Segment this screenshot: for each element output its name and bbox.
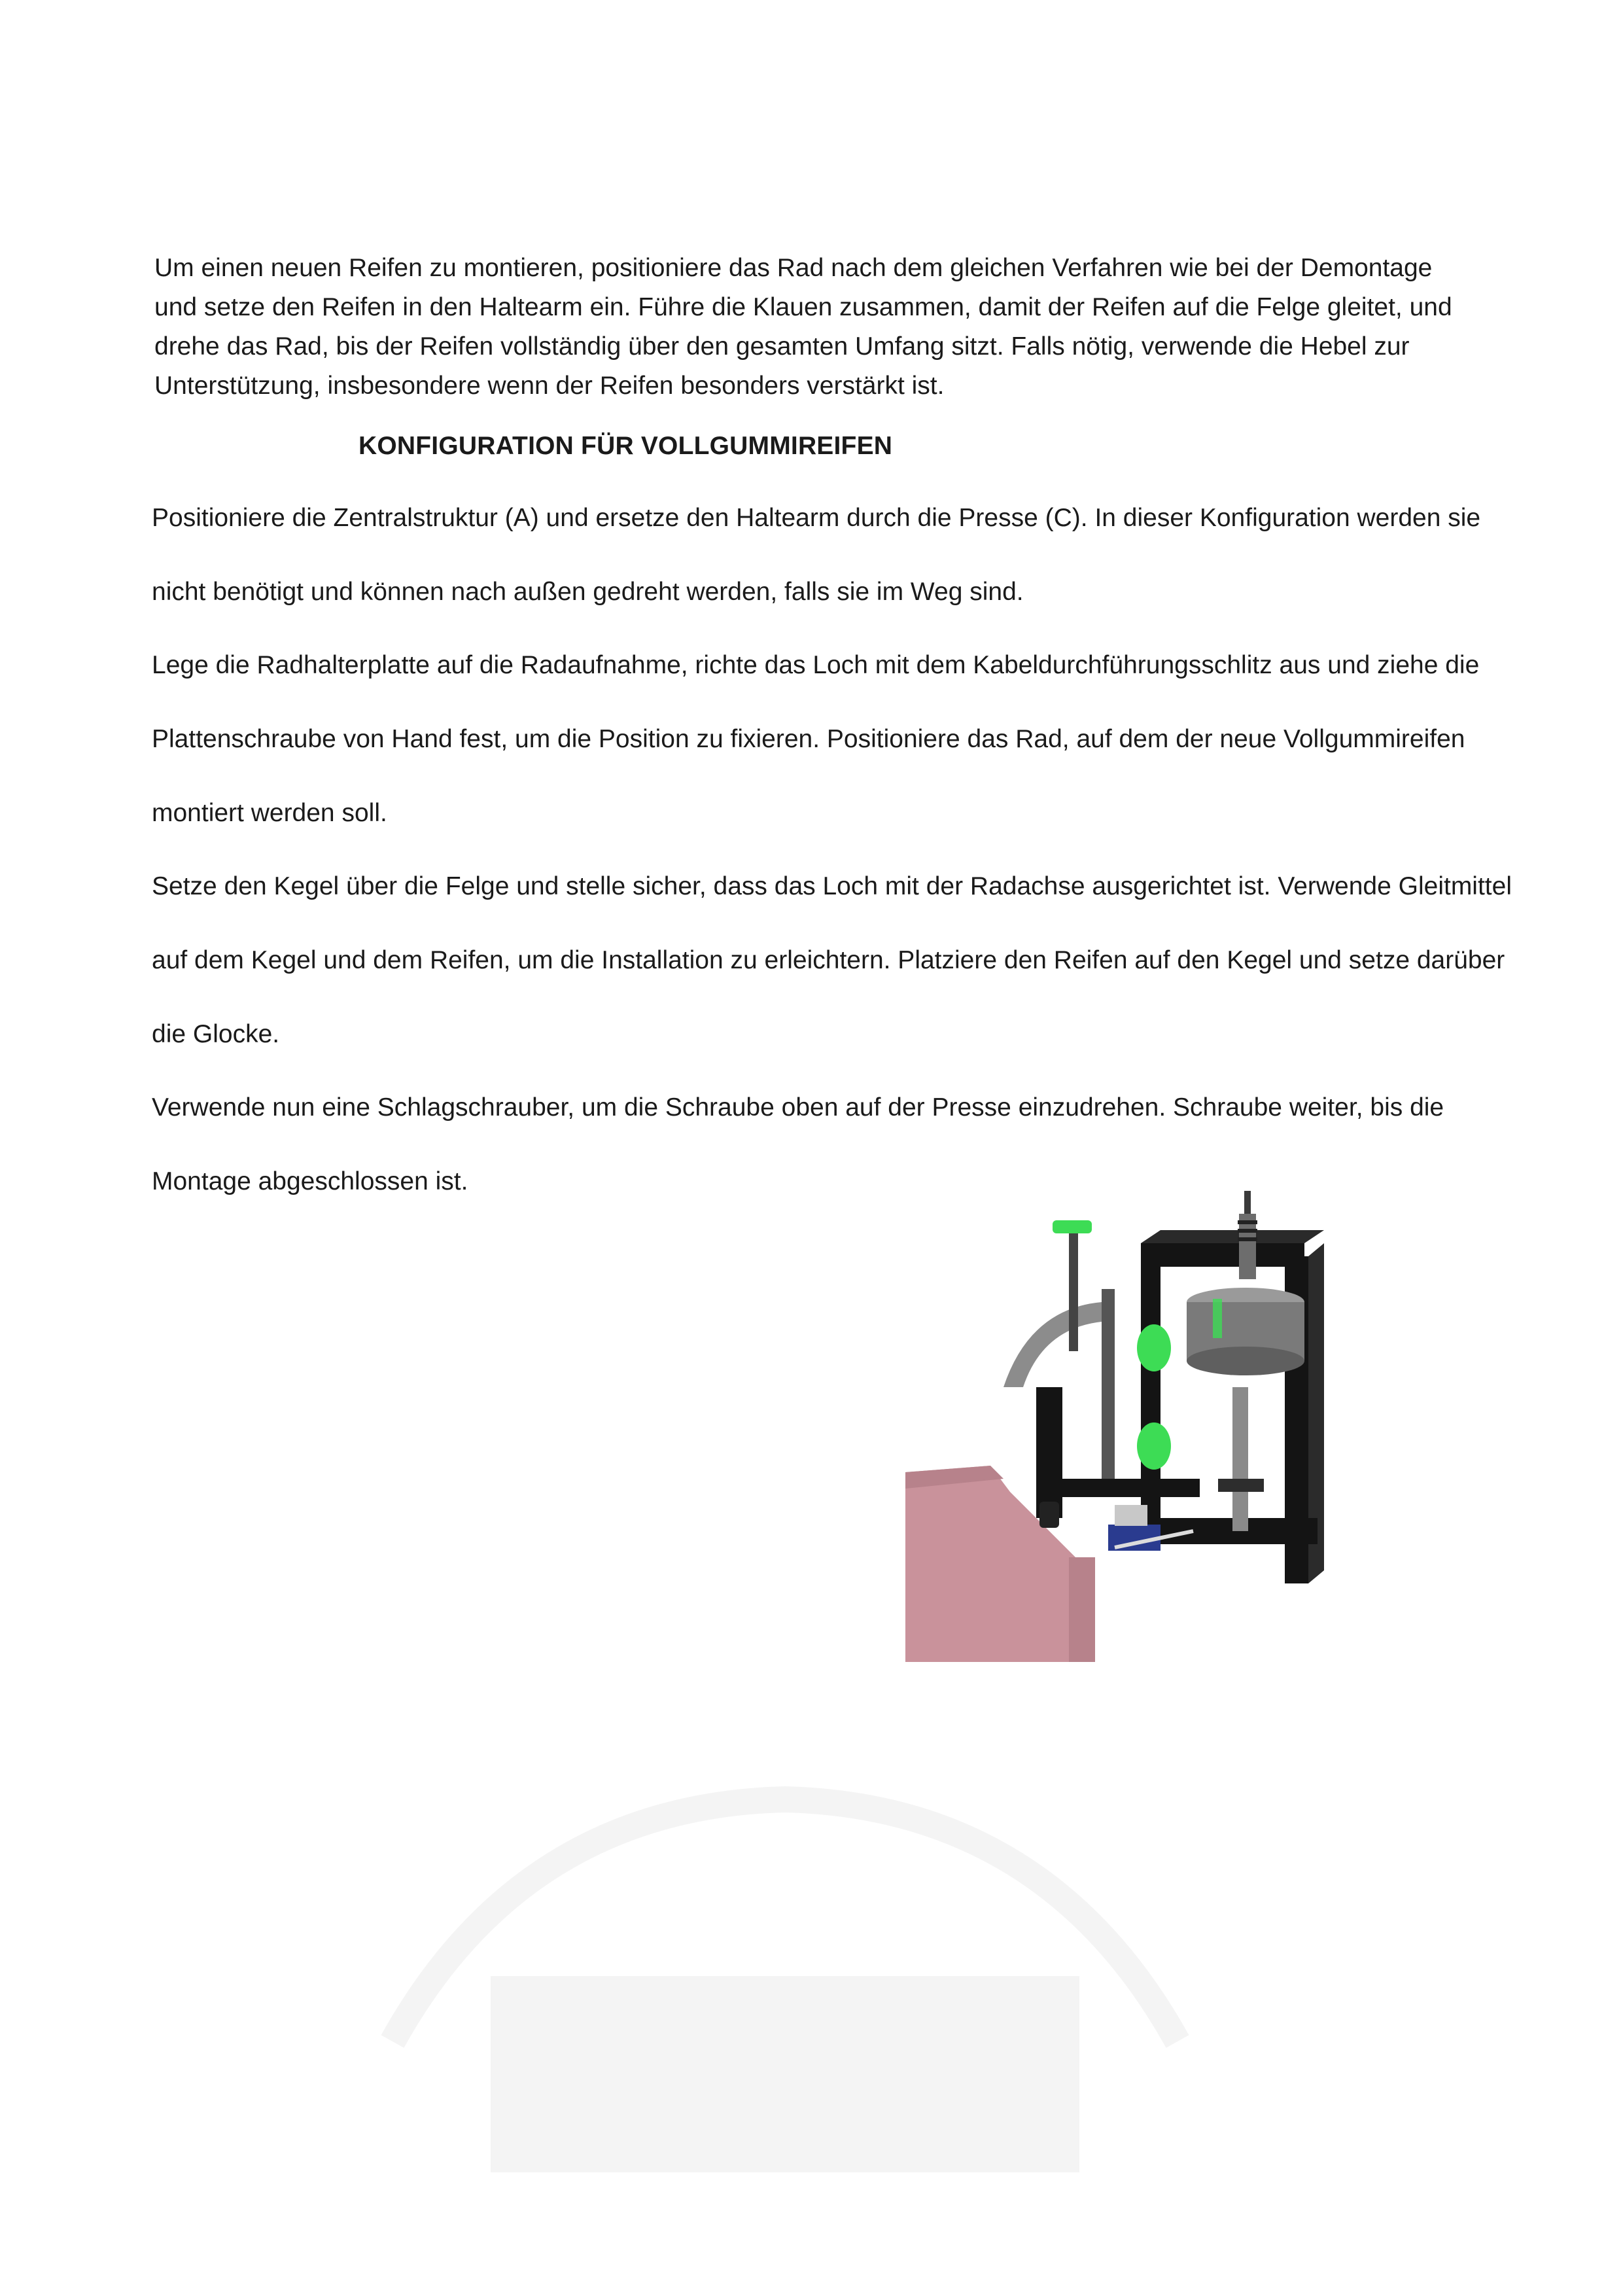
section-heading: KONFIGURATION FÜR VOLLGUMMIREIFEN xyxy=(358,432,893,460)
inner-post xyxy=(1232,1387,1248,1531)
inner-post-clamp xyxy=(1218,1479,1264,1492)
press-top-bevel xyxy=(1141,1230,1324,1243)
paragraph-impact-wrench: Verwende nun eine Schlagschrauber, um die Schraube oben auf der Presse einzudrehen. Schraube weiter, bis die Montage abgeschlossen ist. xyxy=(152,1093,1444,1195)
handle-rod xyxy=(1069,1227,1078,1351)
arm-base-beam xyxy=(1043,1479,1200,1497)
arm-upright xyxy=(1102,1289,1115,1485)
green-knob-lower xyxy=(1137,1422,1171,1470)
arm-base-foot xyxy=(1039,1502,1059,1528)
spindle-nut-rings xyxy=(1238,1220,1257,1241)
intro-paragraph: Um einen neuen Reifen zu montieren, positioniere das Rad nach dem gleichen Verfahren wie bei der Demontage und setze den Reifen in den Haltearm ein. Führe die Klauen zusammen, damit der Reifen auf die Felge gleitet, und drehe das Rad, bis der Reifen vollständig über den gesamten Umfang sitzt. Falls nötig, verwende die Hebel zur Unterstützung, insbesondere wenn der Reifen besonders verstärkt ist. xyxy=(154,254,1452,400)
paragraph-central-structure: Positioniere die Zentralstruktur (A) und ersetze den Haltearm durch die Presse (C). In dieser Konfiguration werden sie nicht benötigt und können nach außen gedreht werden, falls sie im Weg sind. xyxy=(152,504,1481,606)
arm-base-column xyxy=(1036,1387,1062,1518)
vise-jaw xyxy=(1115,1505,1147,1526)
curved-arm xyxy=(1003,1302,1102,1387)
paragraph-wheel-plate: Lege die Radhalterplatte auf die Radaufnahme, richte das Loch mit dem Kabeldurchführungsschlitz aus und ziehe die Plattenschraube von Hand fest, um die Position zu fixieren. Positioniere das Rad, auf dem der neue Vollgummireifen montiert werden soll. xyxy=(152,651,1480,827)
press-top-beam xyxy=(1141,1243,1304,1267)
green-handle xyxy=(1053,1220,1092,1233)
paragraph-cone: Setze den Kegel über die Felge und stelle sicher, dass das Loch mit der Radachse ausgerichtet ist. Verwende Gleitmittel auf dem Kegel und dem Reifen, um die Installation zu erleichtern. Platziere den Reifen auf den Kegel und setze darüber die Glocke. xyxy=(152,872,1512,1048)
watermark-block xyxy=(491,1976,1079,2172)
bell-green-mark xyxy=(1213,1299,1222,1338)
faint-logo-watermark xyxy=(196,1701,1374,2277)
bell-bottom xyxy=(1187,1347,1304,1375)
green-knob-upper xyxy=(1137,1324,1171,1371)
tire-press-illustration xyxy=(905,1191,1383,1662)
table-leg xyxy=(1069,1557,1095,1662)
